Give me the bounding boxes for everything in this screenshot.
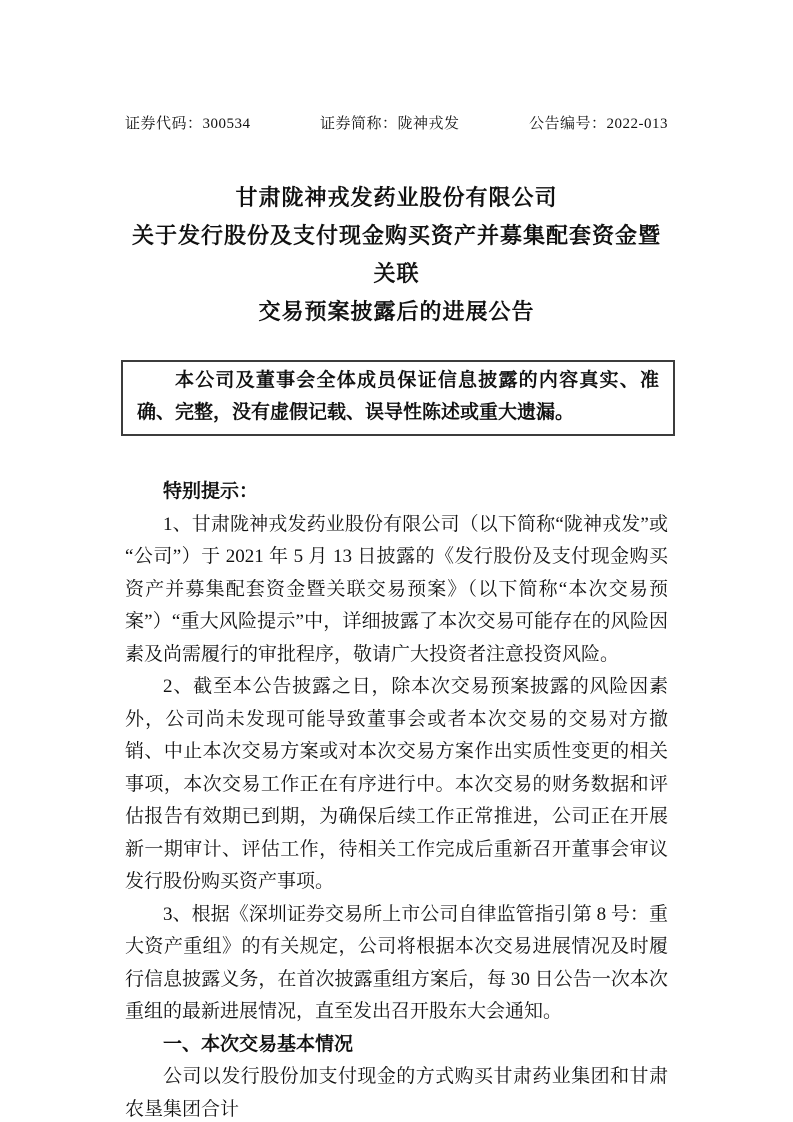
document-title-company-line: 甘肃陇神戎发药业股份有限公司: [235, 185, 558, 210]
announcement-number-label: 公告编号：: [528, 116, 607, 132]
special-notice-heading: 特别提示：: [163, 481, 259, 502]
paragraph-1: 1、甘肃陇神戎发药业股份有限公司（以下简称“陇神戎发”或“公司”）于 2021 年 5 月 13 日披露的《发行股份及支付现金购买资产并募集配套资金暨关联交易预案》（以下简称“本次交易预案”）“重大风险提示”中，详细披露了本次交易可能存在的风险因素及尚需履行的审批程序，敬请广大投资者注意投资风险。: [125, 513, 668, 665]
document-title-subject-line-2: 交易预案披露后的进展公告: [258, 299, 535, 324]
stock-code-label: 证券代码：: [125, 116, 203, 132]
section-paragraph: 公司以发行股份加支付现金的方式购买甘肃药业集团和甘肃农垦集团合计: [125, 1066, 668, 1120]
document-header: [125, 115, 668, 133]
stock-code-value: 300534: [202, 116, 251, 132]
disclosure-statement-box: [121, 360, 675, 436]
stock-name-value: 陇神戎发: [397, 116, 460, 132]
disclosure-statement-text: 本公司及董事会全体成员保证信息披露的内容真实、准确、完整，没有虚假记载、误导性陈述或重大遗漏。: [137, 370, 659, 423]
paragraph-2: 2、截至本公告披露之日，除本次交易预案披露的风险因素外，公司尚未发现可能导致董事会或者本次交易的交易对方撤销、中止本次交易方案或对本次交易方案作出实质性变更的相关事项，本次交易工作正在有序进行中。本次交易的财务数据和评估报告有效期已到期，为确保后续工作正常推进，公司正在开展新一期审计、评估工作，待相关工作完成后重新召开董事会审议发行股份购买资产事项。: [125, 676, 668, 892]
stock-name-label: 证券简称：: [319, 116, 398, 132]
document-title-subject-line-1: 关于发行股份及支付现金购买资产并募集配套资金暨关联: [131, 223, 661, 286]
stock-name: [320, 115, 460, 133]
section-heading-transaction-overview: 一、本次交易基本情况: [163, 1033, 354, 1055]
stock-code: [125, 115, 251, 133]
announcement-number-value: 2022-013: [606, 116, 668, 132]
document-title: [125, 179, 668, 331]
announcement-number: [529, 115, 668, 133]
paragraph-3: 3、根据《深圳证券交易所上市公司自律监管指引第 8 号：重大资产重组》的有关规定，公司将根据本次交易进展情况及时履行信息披露义务，在首次披露重组方案后，每 30 日公告一次本次重组的最新进展情况，直至发出召开股东大会通知。: [125, 903, 668, 1022]
document-body: [125, 476, 668, 1122]
